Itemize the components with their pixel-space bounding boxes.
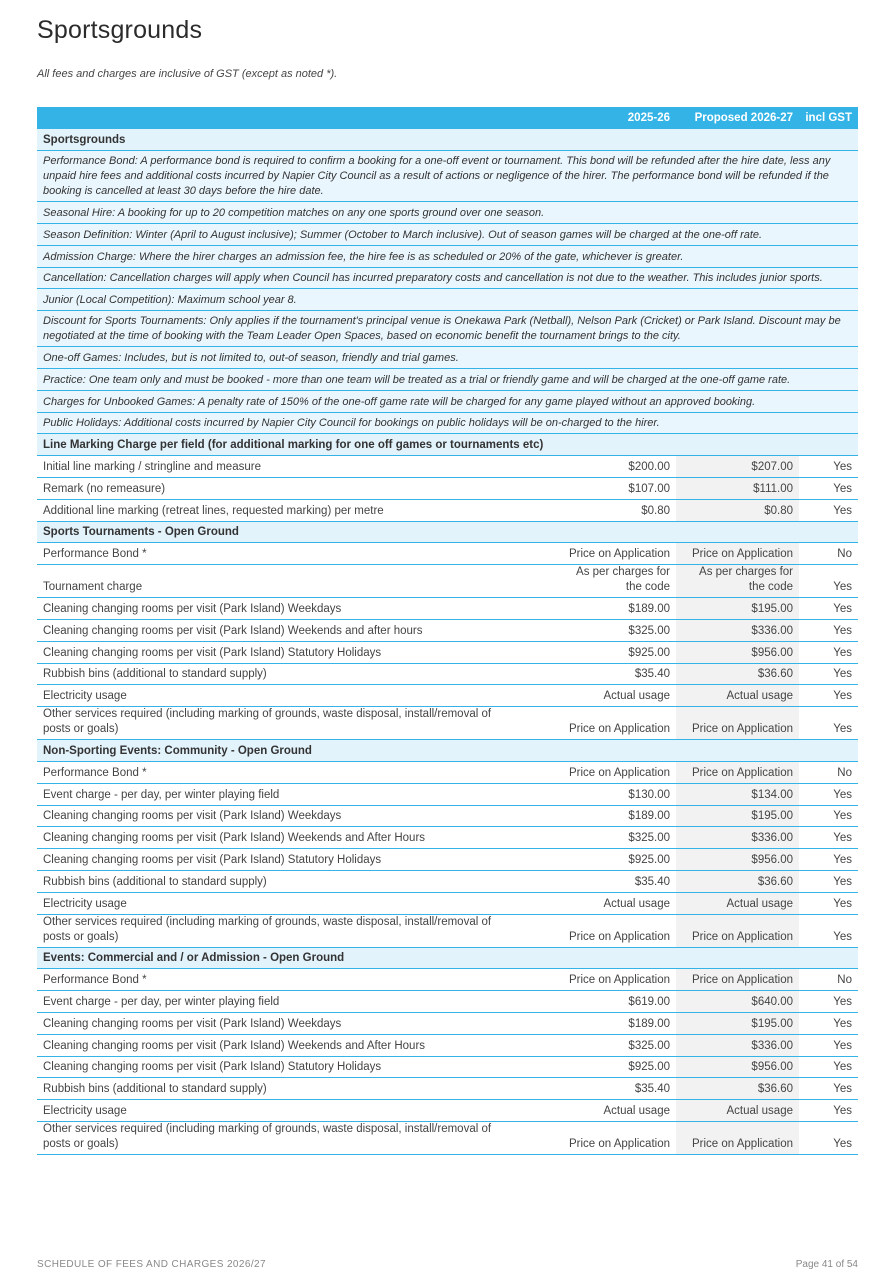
fee-proposed: Price on Application xyxy=(676,543,799,565)
fee-description: Initial line marking / stringline and measure xyxy=(37,456,521,478)
fee-gst-flag: Yes xyxy=(799,871,858,893)
fee-proposed: Price on Application xyxy=(676,1121,799,1154)
fee-row xyxy=(37,991,858,1013)
fee-current: $325.00 xyxy=(521,1034,676,1056)
fee-row xyxy=(37,762,858,784)
fee-gst-flag: Yes xyxy=(799,1013,858,1035)
note-text: One-off Games: Includes, but is not limited to, out-of season, friendly and trial games. xyxy=(37,347,858,369)
fee-row xyxy=(37,478,858,500)
fee-row xyxy=(37,620,858,642)
note-text: Season Definition: Winter (April to August inclusive); Summer (October to March inclusive). Out of season games will be charged at the one-off rate. xyxy=(37,224,858,246)
fee-current: $325.00 xyxy=(521,620,676,642)
fee-row xyxy=(37,1056,858,1078)
fee-gst-flag: Yes xyxy=(799,783,858,805)
fee-current: Price on Application xyxy=(521,1121,676,1154)
note-text: Public Holidays: Additional costs incurred by Napier City Council for bookings on public holidays will be on-charged to the hirer. xyxy=(37,412,858,434)
fee-proposed: $195.00 xyxy=(676,598,799,620)
fee-current: Price on Application xyxy=(521,543,676,565)
fee-row xyxy=(37,849,858,871)
note-text: Practice: One team only and must be booked - more than one team will be treated as a trial or friendly game and will be charged at the one-off game rate. xyxy=(37,369,858,391)
fee-row xyxy=(37,685,858,707)
fee-description: Electricity usage xyxy=(37,685,521,707)
fee-proposed: Actual usage xyxy=(676,685,799,707)
fee-row xyxy=(37,543,858,565)
fee-description: Other services required (including marking of grounds, waste disposal, install/removal of posts or goals) xyxy=(37,1121,521,1154)
fee-proposed: $956.00 xyxy=(676,849,799,871)
fee-proposed: Actual usage xyxy=(676,892,799,914)
fee-current: $619.00 xyxy=(521,991,676,1013)
fee-row xyxy=(37,663,858,685)
note-row xyxy=(37,390,858,412)
note-row xyxy=(37,311,858,347)
fee-current: Price on Application xyxy=(521,707,676,740)
fee-proposed: $956.00 xyxy=(676,1056,799,1078)
fee-gst-flag: Yes xyxy=(799,641,858,663)
note-row xyxy=(37,369,858,391)
section-header-row xyxy=(37,129,858,151)
fee-proposed: Price on Application xyxy=(676,762,799,784)
fee-current: $189.00 xyxy=(521,598,676,620)
fee-proposed: Price on Application xyxy=(676,969,799,991)
fee-description: Event charge - per day, per winter playing field xyxy=(37,783,521,805)
fee-proposed: $36.60 xyxy=(676,663,799,685)
fee-gst-flag: Yes xyxy=(799,1034,858,1056)
fee-proposed: $336.00 xyxy=(676,620,799,642)
fee-row xyxy=(37,827,858,849)
note-row xyxy=(37,289,858,311)
note-row xyxy=(37,151,858,202)
fee-gst-flag: Yes xyxy=(799,805,858,827)
fee-row xyxy=(37,499,858,521)
fee-description: Cleaning changing rooms per visit (Park Island) Weekends and after hours xyxy=(37,620,521,642)
note-text: Junior (Local Competition): Maximum school year 8. xyxy=(37,289,858,311)
fee-description: Cleaning changing rooms per visit (Park Island) Weekdays xyxy=(37,805,521,827)
fee-gst-flag: Yes xyxy=(799,849,858,871)
note-text: Cancellation: Cancellation charges will apply when Council has incurred preparatory costs and cancellation is not due to the weather. This includes junior sports. xyxy=(37,267,858,289)
footer-document-title: SCHEDULE OF FEES AND CHARGES 2026/27 xyxy=(37,1259,266,1270)
fee-current: $35.40 xyxy=(521,663,676,685)
fee-row xyxy=(37,456,858,478)
fee-description: Electricity usage xyxy=(37,892,521,914)
fee-current: $0.80 xyxy=(521,499,676,521)
section-title: Events: Commercial and / or Admission - Open Ground xyxy=(37,947,858,969)
note-text: Charges for Unbooked Games: A penalty rate of 150% of the one-off game rate will be charged for any game played without an approved booking. xyxy=(37,390,858,412)
note-text: Performance Bond: A performance bond is required to confirm a booking for a one-off event or tournament. This bond will be refunded after the hire date, less any unpaid hire fees and additional costs incurred by Napier City Council as a result of actions or negligence of the hirer. The performance bond will be refunded if the booking is cancelled at least 30 days before the hire date. xyxy=(37,151,858,202)
fee-description: Cleaning changing rooms per visit (Park Island) Statutory Holidays xyxy=(37,1056,521,1078)
fee-current: $35.40 xyxy=(521,1078,676,1100)
fee-gst-flag: Yes xyxy=(799,478,858,500)
fee-gst-flag: Yes xyxy=(799,598,858,620)
fee-current: $925.00 xyxy=(521,849,676,871)
fee-row xyxy=(37,565,858,598)
fee-row xyxy=(37,805,858,827)
fee-row xyxy=(37,892,858,914)
fee-current: $130.00 xyxy=(521,783,676,805)
fee-description: Cleaning changing rooms per visit (Park Island) Weekends and After Hours xyxy=(37,827,521,849)
fee-proposed: $0.80 xyxy=(676,499,799,521)
fee-gst-flag: Yes xyxy=(799,620,858,642)
fee-gst-flag: Yes xyxy=(799,707,858,740)
fee-gst-flag: Yes xyxy=(799,565,858,598)
note-row xyxy=(37,412,858,434)
section-title: Sports Tournaments - Open Ground xyxy=(37,521,858,543)
fee-gst-flag: Yes xyxy=(799,685,858,707)
fee-current: Actual usage xyxy=(521,892,676,914)
section-header-row xyxy=(37,521,858,543)
fee-description: Performance Bond * xyxy=(37,969,521,991)
fee-current: $189.00 xyxy=(521,1013,676,1035)
fee-proposed: $111.00 xyxy=(676,478,799,500)
fee-current: $35.40 xyxy=(521,871,676,893)
note-row xyxy=(37,347,858,369)
page-subtitle: All fees and charges are inclusive of GST (except as noted *). xyxy=(37,68,338,80)
fee-row xyxy=(37,1121,858,1154)
fee-row xyxy=(37,914,858,947)
fee-gst-flag: Yes xyxy=(799,827,858,849)
fee-proposed: $336.00 xyxy=(676,827,799,849)
fee-description: Rubbish bins (additional to standard supply) xyxy=(37,663,521,685)
fee-proposed: $36.60 xyxy=(676,871,799,893)
fee-proposed: $640.00 xyxy=(676,991,799,1013)
fee-description: Other services required (including marking of grounds, waste disposal, install/removal of posts or goals) xyxy=(37,707,521,740)
fee-gst-flag: No xyxy=(799,543,858,565)
fee-description: Electricity usage xyxy=(37,1100,521,1122)
fee-gst-flag: Yes xyxy=(799,1056,858,1078)
note-text: Admission Charge: Where the hirer charges an admission fee, the hire fee is as scheduled or 20% of the gate, whichever is greater. xyxy=(37,245,858,267)
fee-row xyxy=(37,707,858,740)
fee-description: Cleaning changing rooms per visit (Park Island) Statutory Holidays xyxy=(37,641,521,663)
fee-description: Rubbish bins (additional to standard supply) xyxy=(37,871,521,893)
fee-gst-flag: Yes xyxy=(799,1100,858,1122)
fee-current: $200.00 xyxy=(521,456,676,478)
footer-page-number: Page 41 of 54 xyxy=(795,1259,858,1270)
table-header-row xyxy=(37,107,858,129)
fee-current: As per charges for the code xyxy=(521,565,676,598)
fee-description: Rubbish bins (additional to standard supply) xyxy=(37,1078,521,1100)
fee-description: Performance Bond * xyxy=(37,543,521,565)
section-header-row xyxy=(37,740,858,762)
fee-proposed: $195.00 xyxy=(676,1013,799,1035)
fee-gst-flag: Yes xyxy=(799,914,858,947)
fee-gst-flag: Yes xyxy=(799,1078,858,1100)
fee-proposed: As per charges for the code xyxy=(676,565,799,598)
fee-current: Price on Application xyxy=(521,914,676,947)
fee-description: Cleaning changing rooms per visit (Park Island) Weekdays xyxy=(37,1013,521,1035)
fee-proposed: Actual usage xyxy=(676,1100,799,1122)
page-title: Sportsgrounds xyxy=(37,16,203,44)
fee-proposed: $207.00 xyxy=(676,456,799,478)
fee-current: Actual usage xyxy=(521,685,676,707)
header-incl-gst: incl GST xyxy=(799,107,858,129)
fee-row xyxy=(37,598,858,620)
fee-proposed: Price on Application xyxy=(676,707,799,740)
fee-current: Price on Application xyxy=(521,762,676,784)
section-title: Line Marking Charge per field (for additional marking for one off games or tournaments etc) xyxy=(37,434,858,456)
fee-proposed: $336.00 xyxy=(676,1034,799,1056)
fee-current: Actual usage xyxy=(521,1100,676,1122)
fee-gst-flag: Yes xyxy=(799,991,858,1013)
fees-table-body xyxy=(37,129,858,1154)
fee-gst-flag: Yes xyxy=(799,499,858,521)
note-text: Discount for Sports Tournaments: Only applies if the tournament's principal venue is Onekawa Park (Netball), Nelson Park (Cricket) or Park Island. Discount may be negotiated at the time of booking with the Team Leader Open Spaces, based on economic benefit the tournament brings to the city. xyxy=(37,311,858,347)
fee-description: Event charge - per day, per winter playing field xyxy=(37,991,521,1013)
fee-row xyxy=(37,969,858,991)
fee-proposed: $956.00 xyxy=(676,641,799,663)
fee-description: Additional line marking (retreat lines, requested marking) per metre xyxy=(37,499,521,521)
note-row xyxy=(37,202,858,224)
fee-current: $925.00 xyxy=(521,641,676,663)
fee-proposed: Price on Application xyxy=(676,914,799,947)
header-description xyxy=(37,107,521,129)
fee-gst-flag: Yes xyxy=(799,456,858,478)
header-current-year: 2025-26 xyxy=(521,107,676,129)
fee-current: $189.00 xyxy=(521,805,676,827)
fee-description: Cleaning changing rooms per visit (Park Island) Weekends and After Hours xyxy=(37,1034,521,1056)
section-header-row xyxy=(37,947,858,969)
note-text: Seasonal Hire: A booking for up to 20 competition matches on any one sports ground over one season. xyxy=(37,202,858,224)
fee-proposed: $195.00 xyxy=(676,805,799,827)
fees-table xyxy=(37,107,858,1155)
section-title: Non-Sporting Events: Community - Open Ground xyxy=(37,740,858,762)
fee-proposed: $36.60 xyxy=(676,1078,799,1100)
fee-current: $925.00 xyxy=(521,1056,676,1078)
fee-description: Cleaning changing rooms per visit (Park Island) Weekdays xyxy=(37,598,521,620)
fee-current: $325.00 xyxy=(521,827,676,849)
note-row xyxy=(37,245,858,267)
fee-row xyxy=(37,783,858,805)
fee-current: Price on Application xyxy=(521,969,676,991)
fee-gst-flag: Yes xyxy=(799,892,858,914)
fee-description: Cleaning changing rooms per visit (Park Island) Statutory Holidays xyxy=(37,849,521,871)
section-title: Sportsgrounds xyxy=(37,129,858,151)
note-row xyxy=(37,267,858,289)
header-proposed-year: Proposed 2026-27 xyxy=(676,107,799,129)
fee-description: Performance Bond * xyxy=(37,762,521,784)
fee-description: Other services required (including marking of grounds, waste disposal, install/removal of posts or goals) xyxy=(37,914,521,947)
fee-current: $107.00 xyxy=(521,478,676,500)
fee-description: Tournament charge xyxy=(37,565,521,598)
fee-row xyxy=(37,1013,858,1035)
fee-gst-flag: No xyxy=(799,762,858,784)
fee-row xyxy=(37,1034,858,1056)
note-row xyxy=(37,224,858,246)
fee-proposed: $134.00 xyxy=(676,783,799,805)
fee-description: Remark (no remeasure) xyxy=(37,478,521,500)
fee-row xyxy=(37,1078,858,1100)
fee-gst-flag: Yes xyxy=(799,1121,858,1154)
section-header-row xyxy=(37,434,858,456)
fee-gst-flag: No xyxy=(799,969,858,991)
fee-gst-flag: Yes xyxy=(799,663,858,685)
fee-row xyxy=(37,1100,858,1122)
fee-row xyxy=(37,871,858,893)
fee-row xyxy=(37,641,858,663)
